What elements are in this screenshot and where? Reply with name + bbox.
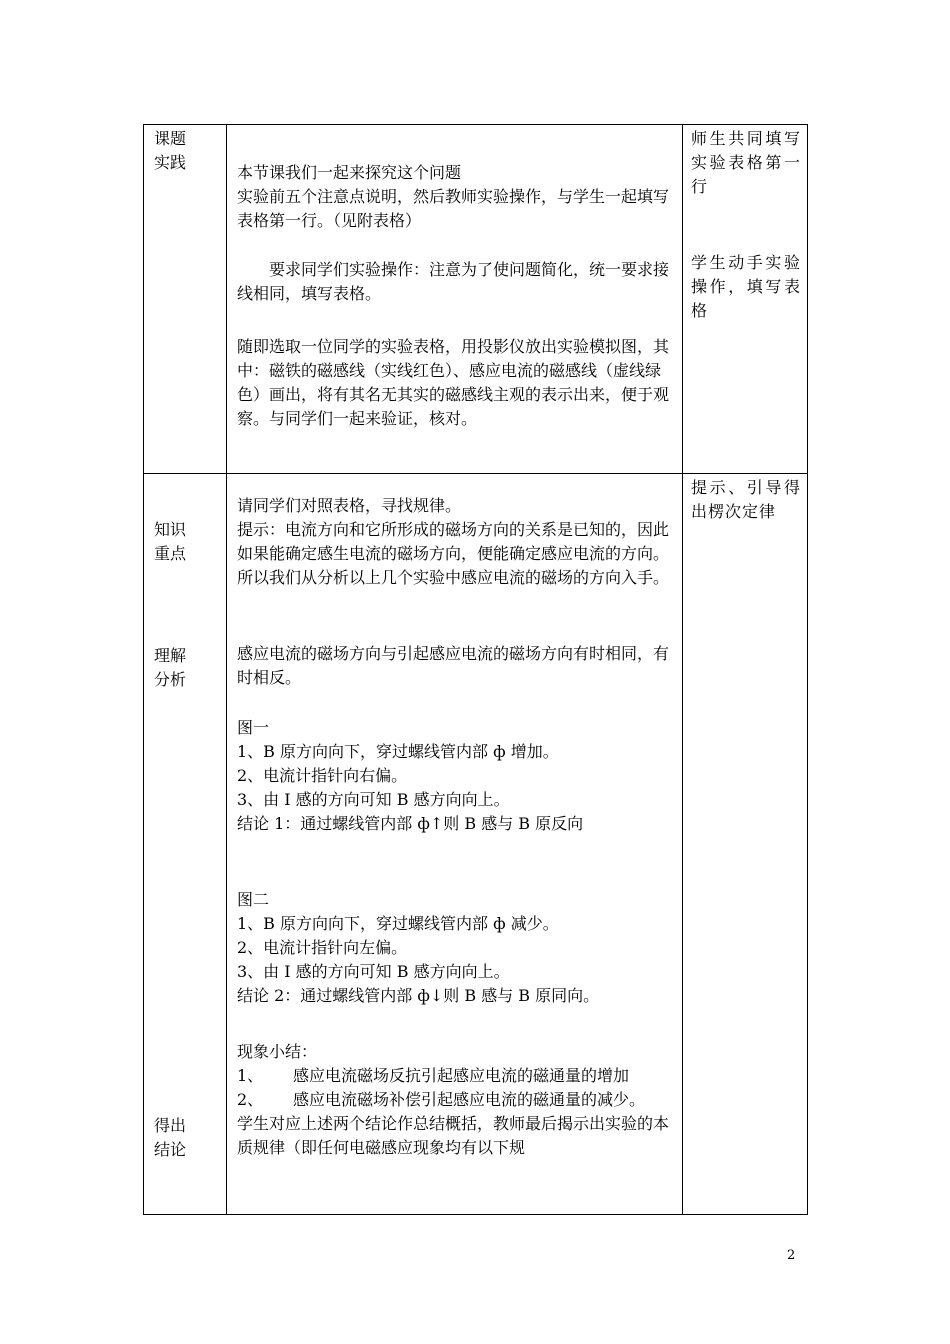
section-label: 课题 实践: [154, 129, 187, 172]
conclusion: 结论 1：通过螺线管内部 ф↑则 B 感与 B 原反向: [237, 814, 584, 833]
note: 师生共同填写实验表格第一行: [691, 129, 801, 196]
summary-item: 2、 感应电流磁场补偿引起感应电流的磁通量的减少。: [237, 1090, 646, 1109]
paragraph: 实验前五个注意点说明，然后教师实验操作，与学生一起填写表格第一行。（见附表格）: [237, 187, 670, 230]
note: 提示、引导得出楞次定律: [691, 478, 801, 521]
paragraph: 本节课我们一起来探究这个问题: [237, 163, 462, 182]
section-label: 知识 重点: [154, 520, 187, 563]
paragraph: 提示：电流方向和它所形成的磁场方向的关系是已知的，因此如果能确定感生电流的磁场方向，便能确定感应电流的方向。所以我们从分析以上几个实验中感应电流的磁场的方向入手。: [237, 520, 670, 587]
list-item: 1、B 原方向向下，穿过螺线管内部 ф 减少。: [237, 914, 559, 933]
section-label: 得出 结论: [154, 1116, 187, 1159]
summary-item: 1、 感应电流磁场反抗引起感应电流的磁通量的增加: [237, 1066, 630, 1085]
content-cell: [227, 474, 683, 1215]
content-cell: [227, 125, 683, 474]
figure-title: 图二: [237, 890, 270, 909]
note: 学生动手实验操作，填写表格: [691, 253, 801, 320]
paragraph: 学生对应上述两个结论作总结概括，教师最后揭示出实验的本质规律（即任何电磁感应现象均有以下规: [237, 1114, 670, 1157]
list-item: 3、由 I 感的方向可知 B 感方向向上。: [237, 790, 510, 809]
table-row: [144, 125, 808, 474]
paragraph: 请同学们对照表格，寻找规律。: [237, 496, 462, 515]
section-label: 理解 分析: [154, 646, 187, 689]
notes-cell: [683, 474, 808, 1215]
list-item: 3、由 I 感的方向可知 B 感方向向上。: [237, 962, 510, 981]
section-label-cell: [144, 474, 227, 1215]
section-label-cell: [144, 125, 227, 474]
paragraph: 随即选取一位同学的实验表格，用投影仪放出实验模拟图，其中：磁铁的磁感线（实线红色）、感应电流的磁感线（虚线绿色）画出，将有其名无其实的磁感线主观的表示出来，便于观察。与同学们一起来验证，核对。: [237, 337, 670, 428]
paragraph: 要求同学们实验操作：注意为了使问题简化，统一要求接线相同，填写表格。: [237, 260, 670, 303]
list-item: 1、B 原方向向下，穿过螺线管内部 ф 增加。: [237, 742, 559, 761]
page-number: 2: [787, 1248, 796, 1263]
list-item: 2、电流计指针向右偏。: [237, 766, 408, 785]
table-row: [144, 474, 808, 1215]
notes-cell: [683, 125, 808, 474]
summary-title: 现象小结：: [237, 1042, 318, 1061]
list-item: 2、电流计指针向左偏。: [237, 938, 408, 957]
figure-title: 图一: [237, 718, 270, 737]
conclusion: 结论 2：通过螺线管内部 ф↓则 B 感与 B 原同向。: [237, 986, 600, 1005]
lesson-plan-table: [143, 124, 808, 1215]
paragraph: 感应电流的磁场方向与引起感应电流的磁场方向有时相同，有时相反。: [237, 644, 670, 687]
